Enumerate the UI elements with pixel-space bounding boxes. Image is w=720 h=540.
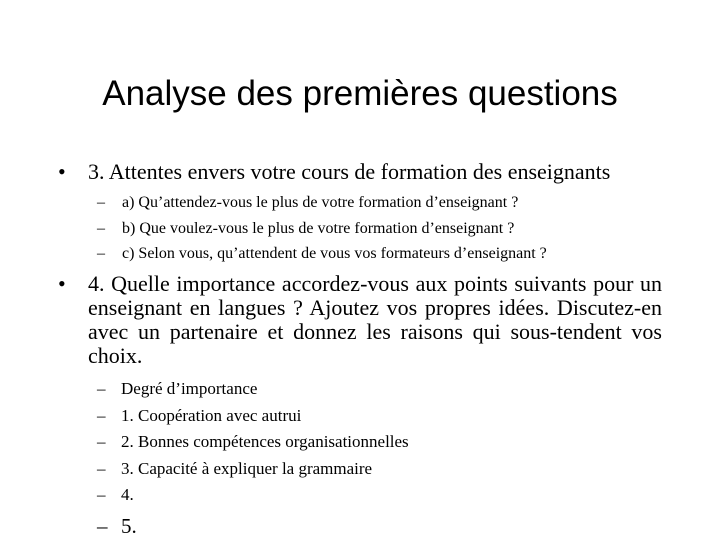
sub-item-q4-heading xyxy=(97,378,257,400)
question-3-text: 3. Attentes envers votre cours de formation des enseignants xyxy=(88,159,611,184)
dash-icon: – xyxy=(97,406,106,425)
sub-item-text: a) Qu’attendez-vous le plus de votre formation d’enseignant ? xyxy=(122,194,519,211)
sub-item-text: 5. xyxy=(121,514,137,538)
bullet-icon: • xyxy=(58,159,66,184)
sub-item-q4-5 xyxy=(97,514,137,538)
sub-item-text: 3. Capacité à expliquer la grammaire xyxy=(121,459,373,478)
dash-icon: – xyxy=(97,432,106,451)
dash-icon: – xyxy=(97,220,105,237)
sub-item-text: Degré d’importance xyxy=(121,379,258,398)
sub-item-text: 4. xyxy=(121,485,134,504)
sub-item-q4-2 xyxy=(97,431,409,453)
dash-icon: – xyxy=(97,514,108,538)
sub-item-q3-b xyxy=(97,219,514,239)
sub-item-text: 1. Coopération avec autrui xyxy=(121,406,302,425)
sub-item-q3-a xyxy=(97,193,518,213)
dash-icon: – xyxy=(97,485,106,504)
sub-item-q4-3 xyxy=(97,458,372,480)
dash-icon: – xyxy=(97,245,105,262)
dash-icon: – xyxy=(97,459,106,478)
sub-item-text: b) Que voulez-vous le plus de votre formation d’enseignant ? xyxy=(122,220,515,237)
bullet-item-q4 xyxy=(58,272,662,368)
sub-item-q3-c xyxy=(97,244,547,264)
bullet-icon: • xyxy=(58,271,66,296)
sub-item-text: 2. Bonnes compétences organisationnelles xyxy=(121,432,409,451)
question-4-text: 4. Quelle importance accordez-vous aux points suivants pour un enseignant en langues ? Ajoutez vos propres idées. Discutez-en avec un partenaire et donnez les raisons qui sous-tendent vos choix. xyxy=(88,271,662,368)
dash-icon: – xyxy=(97,194,105,211)
sub-item-q4-1 xyxy=(97,405,301,427)
dash-icon: – xyxy=(97,379,106,398)
slide-title: Analyse des premières questions xyxy=(102,74,618,113)
bullet-item-q3 xyxy=(58,160,662,184)
sub-item-text: c) Selon vous, qu’attendent de vous vos formateurs d’enseignant ? xyxy=(122,245,547,262)
sub-item-q4-4 xyxy=(97,484,134,506)
